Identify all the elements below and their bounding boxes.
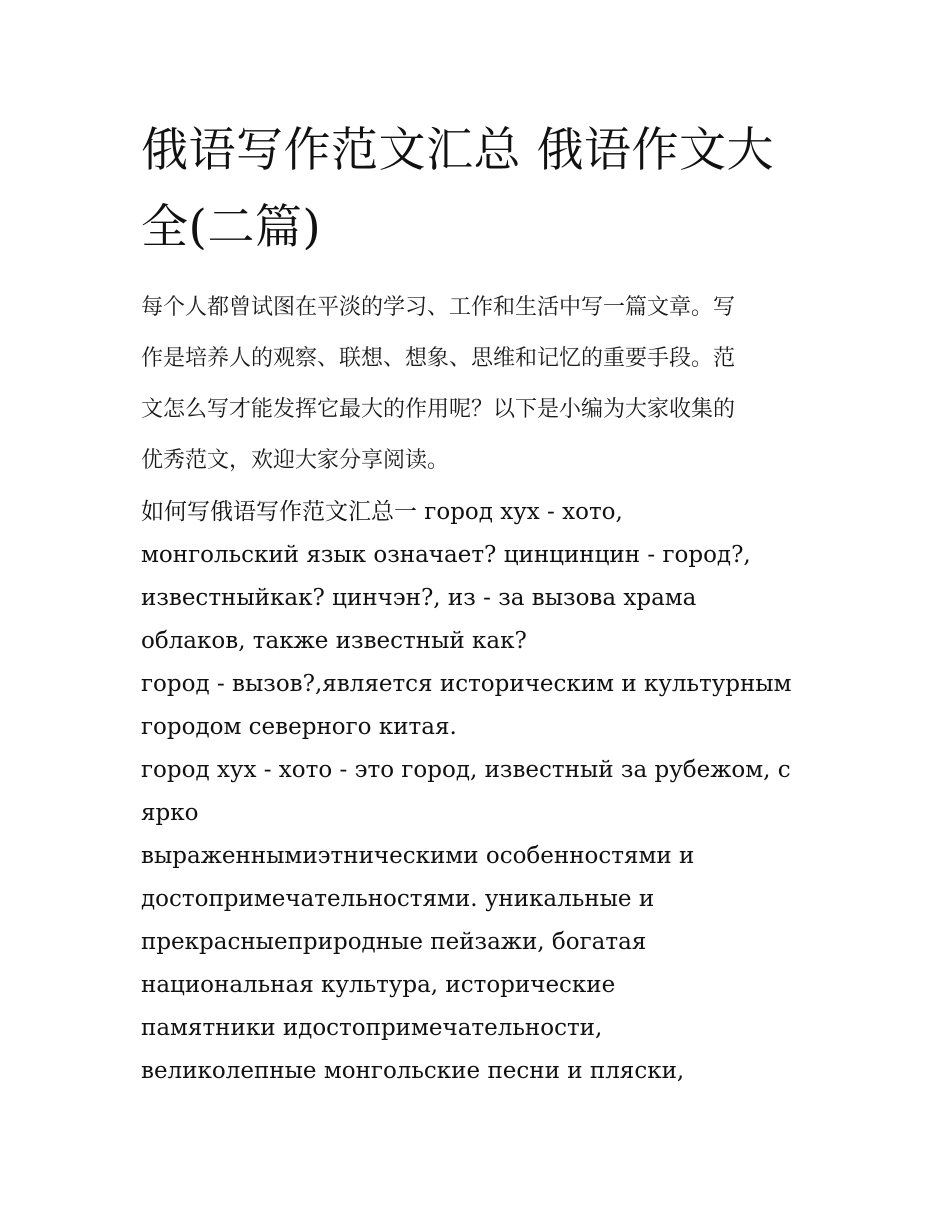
document-title [141,112,816,266]
title-line: 全(二篇) [141,200,322,255]
body-line: великолепные монгольские песни и пляски, [141,1058,685,1084]
intro-line: 优秀范文，欢迎大家分享阅读。 [141,448,450,473]
body-line: ярко [141,800,199,826]
body-line: 如何写俄语写作范文汇总一 город хух - хото, [141,499,623,525]
body-line: город хух - хото - это город, известный за рубежом, с [141,757,791,783]
body-line: известныйкак? цинчэн?, из - за вызова храма [141,585,697,611]
intro-paragraph [141,282,816,486]
body-line: монгольский язык означает? цинцинцин - город?, [141,542,751,568]
title-line: 俄语写作范文汇总 俄语作文大 [141,123,774,178]
document-page [141,112,816,1093]
body-line: город - вызов?,является историческим и культурным [141,671,792,697]
body-line: городом северного китая. [141,714,457,740]
intro-line: 作是培养人的观察、联想、想象、思维和记忆的重要手段。范 [141,346,736,371]
body-line: прекрасныеприродные пейзажи, богатая [141,929,647,955]
body-line: облаков, также известный как? [141,628,527,654]
body-line: выраженнымиэтническими особенностями и [141,843,695,869]
body-line: достопримечательностями. уникальные и [141,886,655,912]
intro-line: 每个人都曾试图在平淡的学习、工作和生活中写一篇文章。写 [141,295,736,320]
essay-body [141,491,816,1093]
body-line: памятники идостопримечательности, [141,1015,603,1041]
intro-line: 文怎么写才能发挥它最大的作用呢？以下是小编为大家收集的 [141,397,736,422]
body-line: национальная культура, исторические [141,972,616,998]
